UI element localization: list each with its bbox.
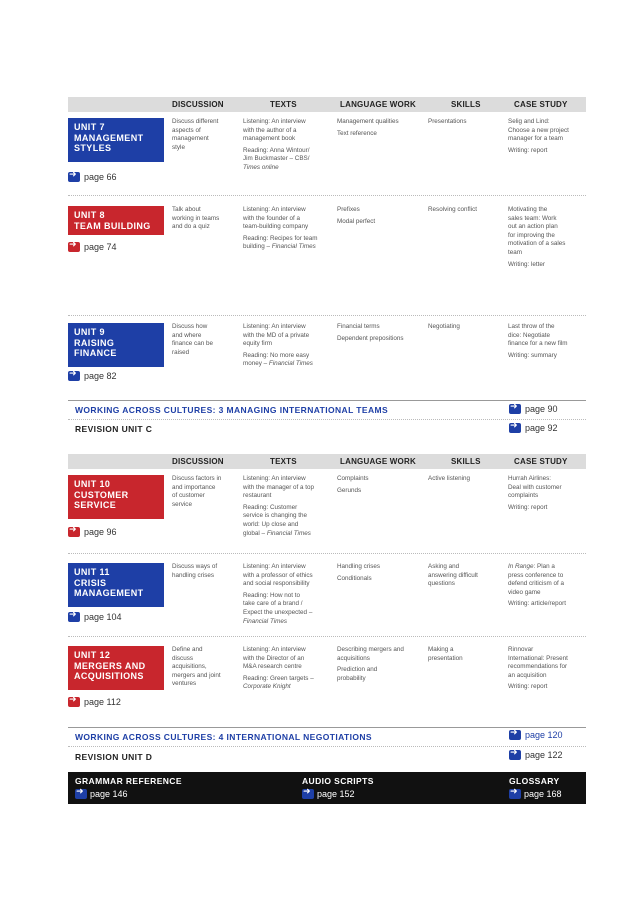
cell-paragraph — [337, 130, 425, 139]
cell-line: finance for a new film — [508, 340, 568, 348]
arrow-right-icon — [68, 371, 80, 381]
header-texts: TEXTS — [270, 457, 297, 466]
cell-paragraph — [508, 600, 588, 609]
cell-paragraph — [243, 475, 335, 501]
cell-line: Writing: report — [508, 683, 548, 691]
header-texts: TEXTS — [270, 100, 297, 109]
case-study-cell — [508, 563, 588, 612]
cell-line: and social responsibility — [243, 580, 310, 588]
language-work-cell — [337, 206, 425, 229]
page-number: page 92 — [525, 423, 558, 433]
unit-title-line: UNIT 10 — [74, 479, 111, 489]
cell-paragraph — [508, 475, 588, 501]
cell-line: Presentations — [428, 118, 467, 125]
cell-line: sales team: Work — [508, 214, 557, 222]
cell-paragraph — [508, 563, 588, 597]
working-across-cultures-page[interactable] — [509, 730, 563, 740]
language-work-cell — [337, 118, 425, 141]
column-header-bar — [68, 454, 586, 469]
cell-line: of customer — [172, 492, 205, 500]
cell-line: team-building company — [243, 223, 309, 231]
cell-line: Conditionals — [337, 574, 372, 582]
cell-line: motivation of a sales — [508, 240, 566, 248]
cell-paragraph — [243, 235, 335, 252]
cell-line: Negotiating — [428, 323, 460, 330]
cell-line: Listening: An interview — [243, 563, 306, 570]
cell-line: Listening: An interview — [243, 118, 306, 125]
cell-line: Last throw of the — [508, 323, 555, 330]
cell-line: Discuss different — [172, 118, 219, 125]
unit-title-box[interactable] — [68, 646, 164, 690]
page-number: page 168 — [524, 789, 562, 799]
cell-line: team — [508, 248, 522, 256]
page-number: page 152 — [317, 789, 355, 799]
cell-line: Choose a new project — [508, 126, 569, 134]
cell-line: equity firm — [243, 340, 273, 348]
cell-line: style — [172, 143, 185, 151]
divider — [68, 636, 586, 637]
revision-title[interactable]: REVISION UNIT D — [75, 752, 153, 762]
unit-title-line: UNIT 9 — [74, 327, 105, 337]
unit-page-link[interactable] — [68, 242, 117, 252]
cell-line: with a professor of ethics — [243, 571, 313, 579]
unit-page-link[interactable] — [68, 172, 117, 182]
divider — [68, 553, 586, 554]
footer-grammar-page[interactable] — [75, 789, 128, 799]
cell-line: Describing mergers and — [337, 646, 404, 653]
unit-title-line: MERGERS AND — [74, 660, 146, 671]
unit-title-box[interactable] — [68, 323, 164, 367]
cell-line: International: Present — [508, 654, 568, 662]
cell-line: Listening: An interview — [243, 206, 306, 213]
cell-line: restaurant — [243, 492, 272, 500]
discussion-cell — [172, 646, 240, 689]
page-number: page 104 — [84, 612, 122, 622]
page-number: page 146 — [90, 789, 128, 799]
case-study-cell — [508, 323, 588, 363]
page-number: page 120 — [525, 730, 563, 740]
cell-paragraph — [243, 504, 335, 538]
page-number: page 122 — [525, 750, 563, 760]
cell-line: Active listening — [428, 475, 470, 482]
cell-line: global – Financial Times — [243, 529, 311, 537]
language-work-cell — [337, 323, 425, 346]
page-number: page 82 — [84, 371, 117, 381]
cell-line: video game — [508, 588, 541, 596]
cell-line: management book — [243, 135, 296, 143]
arrow-right-icon — [509, 404, 521, 414]
working-across-cultures-title[interactable]: WORKING ACROSS CULTURES: 3 MANAGING INTERNATIONAL TEAMS — [75, 405, 389, 415]
cell-line: Selig and Lind: — [508, 118, 550, 125]
cell-line: defend criticism of a — [508, 580, 564, 588]
cell-line: probability — [337, 674, 366, 682]
cell-line: Reading: Green targets – — [243, 674, 314, 682]
cell-line: answering difficult — [428, 571, 478, 579]
unit-title-line: MANAGEMENT — [74, 132, 144, 143]
cell-paragraph — [508, 683, 588, 692]
cell-paragraph — [508, 352, 588, 361]
cell-line: Reading: Recipes for team — [243, 234, 318, 242]
unit-title-line: STYLES — [74, 143, 112, 153]
texts-cell — [243, 475, 335, 541]
cell-paragraph — [243, 646, 335, 672]
cell-line: service is changing the — [243, 512, 308, 520]
header-skills: SKILLS — [451, 100, 481, 109]
cell-line: ventures — [172, 680, 197, 688]
cell-line: take care of a brand / — [243, 600, 303, 608]
cell-line: with the manager of a top — [243, 483, 315, 491]
case-study-cell — [508, 118, 588, 158]
language-work-cell — [337, 475, 425, 498]
cell-line: Resolving conflict — [428, 206, 477, 213]
header-language-work: LANGUAGE WORK — [340, 100, 416, 109]
cell-paragraph — [508, 206, 588, 258]
arrow-right-icon — [302, 789, 314, 799]
arrow-right-icon — [509, 730, 521, 740]
skills-cell — [428, 323, 503, 332]
footer-audio-page[interactable] — [302, 789, 355, 799]
column-header-bar — [68, 97, 586, 112]
cell-line: Discuss ways of — [172, 563, 218, 570]
case-study-cell — [508, 206, 588, 272]
cell-paragraph — [508, 504, 588, 513]
skills-cell — [428, 118, 503, 127]
cell-line: Discuss how — [172, 323, 208, 330]
cell-line: dice: Negotiate — [508, 331, 551, 339]
texts-cell — [243, 206, 335, 255]
skills-cell — [428, 646, 503, 663]
cell-paragraph — [337, 646, 425, 663]
divider — [68, 746, 586, 747]
cell-line: Financial terms — [337, 323, 380, 330]
cell-line: manager for a team — [508, 135, 563, 143]
cell-line: with the MD of a private — [243, 331, 310, 339]
arrow-right-icon — [68, 612, 80, 622]
arrow-right-icon — [509, 423, 521, 433]
unit-page-link[interactable] — [68, 697, 121, 707]
cell-paragraph — [337, 335, 425, 344]
cell-line: Writing: summary — [508, 351, 557, 359]
page-number: page 96 — [84, 527, 117, 537]
unit-title-line: CUSTOMER — [74, 489, 129, 500]
cell-line: with the Director of an — [243, 654, 305, 662]
cell-line: for improving the — [508, 231, 555, 239]
divider — [68, 727, 586, 728]
texts-cell — [243, 323, 335, 372]
cell-line: presentation — [428, 654, 463, 662]
cell-line: Asking and — [428, 563, 460, 570]
cell-line: Writing: article/report — [508, 600, 566, 608]
cell-line: an acquisition — [508, 671, 547, 679]
discussion-cell — [172, 323, 240, 357]
cell-line: Times online — [243, 163, 279, 171]
unit-title-line: UNIT 11 — [74, 567, 110, 577]
cell-line: and do a quiz — [172, 223, 210, 231]
divider — [68, 315, 586, 316]
cell-line: service — [172, 500, 192, 508]
cell-line: Hurrah Airlines: — [508, 475, 552, 482]
arrow-right-icon — [68, 697, 80, 707]
cell-paragraph — [243, 147, 335, 173]
unit-title-box[interactable] — [68, 563, 164, 607]
cell-line: Talk about — [172, 206, 201, 213]
cell-line: acquisitions — [337, 654, 370, 662]
cell-paragraph — [243, 352, 335, 369]
cell-line: Writing: report — [508, 503, 548, 511]
unit-title-box[interactable] — [68, 475, 164, 519]
cell-line: management — [172, 135, 209, 143]
cell-paragraph — [337, 487, 425, 496]
arrow-right-icon — [68, 527, 80, 537]
arrow-right-icon — [68, 242, 80, 252]
unit-title-line: UNIT 8 — [74, 210, 105, 220]
cell-line: Text reference — [337, 129, 377, 137]
cell-line: Reading: No more easy — [243, 351, 310, 359]
discussion-cell — [172, 475, 240, 509]
texts-cell — [243, 118, 335, 176]
language-work-cell — [337, 563, 425, 586]
skills-cell — [428, 206, 503, 215]
skills-cell — [428, 563, 503, 589]
arrow-right-icon — [509, 750, 521, 760]
header-discussion: DISCUSSION — [172, 457, 224, 466]
page-number: page 90 — [525, 404, 558, 414]
cell-line: Listening: An interview — [243, 475, 306, 482]
arrow-right-icon — [509, 789, 521, 799]
cell-paragraph — [508, 118, 588, 144]
unit-title-line: ACQUISITIONS — [74, 671, 144, 681]
working-across-cultures-page[interactable] — [509, 404, 558, 414]
revision-title[interactable]: REVISION UNIT C — [75, 424, 153, 434]
texts-cell — [243, 563, 335, 629]
cell-line: aspects of — [172, 126, 201, 134]
cell-line: recommendations for — [508, 663, 568, 671]
cell-line: Writing: report — [508, 146, 548, 154]
cell-paragraph — [508, 323, 588, 349]
cell-paragraph — [508, 261, 588, 270]
cell-line: Jim Buckmaster – CBS/ — [243, 155, 310, 163]
divider — [68, 195, 586, 196]
cell-line: Handling crises — [337, 563, 381, 570]
cell-line: working in teams — [172, 214, 220, 222]
cell-paragraph — [243, 675, 335, 692]
cell-line: complaints — [508, 492, 539, 500]
unit-title-box[interactable] — [68, 206, 164, 235]
cell-line: questions — [428, 580, 455, 588]
footer-bar — [68, 772, 586, 804]
cell-line: Modal perfect — [337, 217, 376, 225]
discussion-cell — [172, 118, 240, 152]
footer-glossary-page[interactable] — [509, 789, 562, 799]
cell-paragraph — [508, 147, 588, 156]
cell-line: Management qualities — [337, 118, 399, 125]
cell-line: Complaints — [337, 475, 369, 482]
working-across-cultures-title[interactable]: WORKING ACROSS CULTURES: 4 INTERNATIONAL NEGOTIATIONS — [75, 732, 372, 742]
unit-page-link[interactable] — [68, 371, 117, 381]
unit-page-link[interactable] — [68, 612, 122, 622]
footer-glossary-title[interactable]: GLOSSARY — [509, 776, 560, 786]
unit-title-box[interactable] — [68, 118, 164, 162]
cell-paragraph — [337, 206, 425, 215]
cell-paragraph — [337, 666, 425, 683]
cell-paragraph — [243, 206, 335, 232]
page-number: page 74 — [84, 242, 117, 252]
page-number: page 112 — [84, 697, 121, 707]
unit-title-line: UNIT 12 — [74, 650, 111, 660]
header-case-study: CASE STUDY — [514, 457, 568, 466]
cell-line: Prediction and — [337, 666, 378, 674]
cell-line: press conference to — [508, 571, 564, 579]
cell-line: Motivating the — [508, 206, 548, 213]
cell-line: mergers and joint — [172, 671, 221, 679]
unit-title-line: TEAM BUILDING — [74, 220, 151, 231]
cell-line: finance can be — [172, 340, 213, 348]
cell-line: Listening: An interview — [243, 323, 306, 330]
cell-paragraph — [243, 323, 335, 349]
cell-line: with the founder of a — [243, 214, 301, 222]
divider — [68, 419, 586, 420]
cell-paragraph — [337, 218, 425, 227]
divider — [68, 400, 586, 401]
cell-line: and importance — [172, 483, 216, 491]
unit-title-line: UNIT 7 — [74, 122, 105, 132]
cell-line: Reading: Customer — [243, 503, 298, 511]
cell-paragraph — [337, 563, 425, 572]
texts-cell — [243, 646, 335, 695]
header-language-work: LANGUAGE WORK — [340, 457, 416, 466]
cell-line: money – Financial Times — [243, 360, 313, 368]
cell-line: Reading: How not to — [243, 591, 301, 599]
cell-paragraph — [243, 592, 335, 626]
discussion-cell — [172, 206, 240, 232]
cell-line: Rinnovar — [508, 646, 534, 653]
header-discussion: DISCUSSION — [172, 100, 224, 109]
cell-line: Writing: letter — [508, 260, 545, 268]
arrow-right-icon — [75, 789, 87, 799]
cell-line: In Range: Plan a — [508, 563, 555, 570]
cell-line: Prefixes — [337, 206, 360, 213]
cell-line: Define and — [172, 646, 203, 653]
page-number: page 66 — [84, 172, 117, 182]
cell-paragraph — [243, 118, 335, 144]
cell-line: and where — [172, 331, 202, 339]
header-case-study: CASE STUDY — [514, 100, 568, 109]
cell-line: Listening: An interview — [243, 646, 306, 653]
cell-line: Discuss factors in — [172, 475, 222, 482]
cell-line: building – Financial Times — [243, 243, 316, 251]
cell-line: world: Up close and — [243, 520, 299, 528]
cell-line: Deal with customer — [508, 483, 562, 491]
cell-paragraph — [337, 575, 425, 584]
cell-line: discuss — [172, 654, 193, 662]
cell-line: Making a — [428, 646, 454, 653]
unit-title-line: CRISIS — [74, 577, 107, 588]
case-study-cell — [508, 646, 588, 695]
unit-title-line: SERVICE — [74, 500, 117, 510]
header-skills: SKILLS — [451, 457, 481, 466]
cell-paragraph — [337, 118, 425, 127]
cell-paragraph — [337, 475, 425, 484]
cell-line: Dependent prepositions — [337, 334, 404, 342]
skills-cell — [428, 475, 503, 484]
cell-line: handling crises — [172, 571, 215, 579]
cell-line: Reading: Anna Wintour/ — [243, 146, 310, 154]
cell-line: M&A research centre — [243, 663, 302, 671]
cell-paragraph — [337, 323, 425, 332]
unit-title-line: MANAGEMENT — [74, 588, 144, 598]
cell-line: out an action plan — [508, 223, 558, 231]
footer-audio-title[interactable]: AUDIO SCRIPTS — [302, 776, 374, 786]
language-work-cell — [337, 646, 425, 686]
cell-line: with the author of a — [243, 126, 297, 134]
footer-grammar-title[interactable]: GRAMMAR REFERENCE — [75, 776, 182, 786]
unit-title-line: FINANCE — [74, 348, 117, 358]
cell-line: acquisitions, — [172, 663, 207, 671]
cell-line: Gerunds — [337, 486, 362, 494]
revision-page[interactable] — [509, 423, 558, 433]
cell-paragraph — [243, 563, 335, 589]
discussion-cell — [172, 563, 240, 580]
cell-line: Corporate Knight — [243, 683, 291, 691]
cell-line: raised — [172, 348, 190, 356]
cell-paragraph — [508, 646, 588, 680]
cell-line: Expect the unexpected – — [243, 608, 313, 616]
case-study-cell — [508, 475, 588, 515]
revision-page[interactable] — [509, 750, 563, 760]
unit-title-line: RAISING — [74, 337, 115, 348]
cell-line: Financial Times — [243, 617, 288, 625]
unit-page-link[interactable] — [68, 527, 117, 537]
arrow-right-icon — [68, 172, 80, 182]
